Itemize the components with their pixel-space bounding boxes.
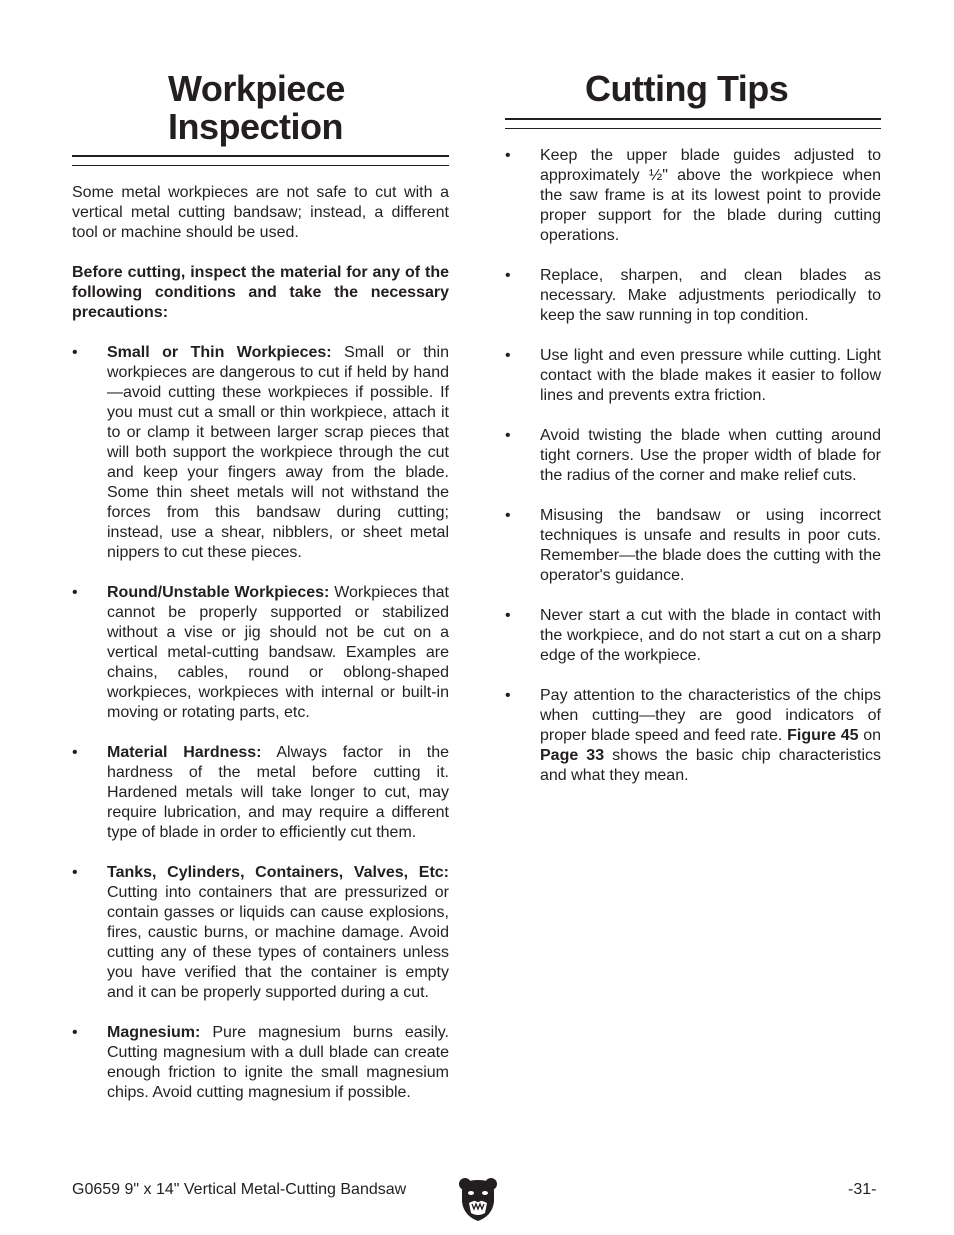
section-title-workpiece-inspection: Workpiece Inspection: [168, 68, 345, 147]
bullet: •: [72, 1024, 78, 1041]
list-item: • Keep the upper blade guides adjusted to approximately ½" above the workpiece when the saw frame is at its lowest point to provide proper support for the blade during cutting operations.: [505, 147, 881, 244]
title-rule-bottom: [72, 165, 449, 166]
bullet: •: [505, 607, 511, 624]
bullet: •: [505, 427, 511, 444]
list-item: • Small or Thin Workpieces: Small or thin workpieces are dangerous to cut if held by hand—avoid cutting these workpieces if possible. If you must cut a small or thin workpiece, attach it to or clamp it between larger scrap pieces that will both support the workpiece through the cut and keep your fingers away from the blade. Some thin sheet metals will not withstand the forces from this bandsaw during cutting; instead, use a shear, nibblers, or sheet metal nippers to cut these pieces.: [72, 344, 450, 561]
list-item: • Pay attention to the characteristics of the chips when cutting—they are good indicators of proper blade speed and feed rate. Figure 45 on Page 33 shows the basic chip characteristics and what they mean.: [505, 687, 882, 784]
section-title-cutting-tips: Cutting Tips: [585, 68, 789, 109]
bullet: •: [505, 347, 511, 364]
intro-paragraph: Some metal workpieces are not safe to cut with a vertical metal cutting bandsaw; instead, a different tool or machine should be used.: [72, 184, 449, 241]
list-item: • Material Hardness: Always factor in the hardness of the metal before cutting it. Hardened metals will take longer to cut, may require lubrication, and may require a different type of blade in order to efficiently cut them.: [72, 744, 449, 841]
bullet: •: [72, 584, 78, 601]
list-item: • Use light and even pressure while cutting. Light contact with the blade makes it easier to follow lines and prevents extra friction.: [505, 347, 881, 404]
bear-head-icon: [458, 1176, 498, 1222]
title-rule-bottom: [505, 128, 881, 129]
title-rule-top: [505, 118, 881, 120]
list-item: • Avoid twisting the blade when cutting around tight corners. Use the proper width of blade for the radius of the corner and make relief cuts.: [505, 427, 881, 484]
inspection-list: [72, 343, 449, 1103]
cutting-tips-list: [505, 146, 881, 786]
title-rule-top: [72, 155, 449, 157]
list-item: • Misusing the bandsaw or using incorrect techniques is unsafe and results in poor cuts. Remember—the blade does the cutting with the operator's guidance.: [505, 507, 881, 584]
list-item: • Replace, sharpen, and clean blades as necessary. Make adjustments periodically to keep the saw running in top condition.: [505, 267, 881, 324]
page-number: -31-: [848, 1181, 877, 1198]
bullet: •: [505, 687, 511, 704]
list-item: • Round/Unstable Workpieces: Workpieces that cannot be properly supported or stabilized without a vise or jig should not be cut on a vertical metal-cutting bandsaw. Examples are chains, cables, round or oblong-shaped workpieces, workpieces with internal or built-in moving or rotating parts, etc.: [72, 584, 449, 721]
list-item: • Magnesium: Pure magnesium burns easily. Cutting magnesium with a dull blade can create enough friction to ignite the small magnesium chips. Avoid cutting magnesium if possible.: [72, 1024, 449, 1101]
bullet: •: [505, 147, 511, 164]
figure-reference: Figure 45: [787, 727, 859, 744]
page-reference: Page 33: [540, 747, 605, 764]
list-item: • Tanks, Cylinders, Containers, Valves, Etc: Cutting into containers that are pressurized or contain gasses or liquids can cause explosions, fires, caustic burns, or machine damage. Avoid cutting any of these types of containers unless you have verified that the container is empty and it can be properly supported during a cut.: [72, 864, 449, 1001]
right-body: [505, 146, 881, 806]
left-body: [72, 183, 449, 1123]
precaution-paragraph: Before cutting, inspect the material for any of the following conditions and take the necessary precautions:: [72, 264, 449, 321]
list-item: • Never start a cut with the blade in contact with the workpiece, and do not start a cut on a sharp edge of the workpiece.: [505, 607, 881, 664]
bullet: •: [72, 744, 78, 761]
bullet: •: [72, 864, 78, 881]
bullet: •: [505, 507, 511, 524]
bullet: •: [505, 267, 511, 284]
footer-model-name: G0659 9" x 14" Vertical Metal-Cutting Bandsaw: [72, 1181, 407, 1198]
bullet: •: [72, 344, 78, 361]
